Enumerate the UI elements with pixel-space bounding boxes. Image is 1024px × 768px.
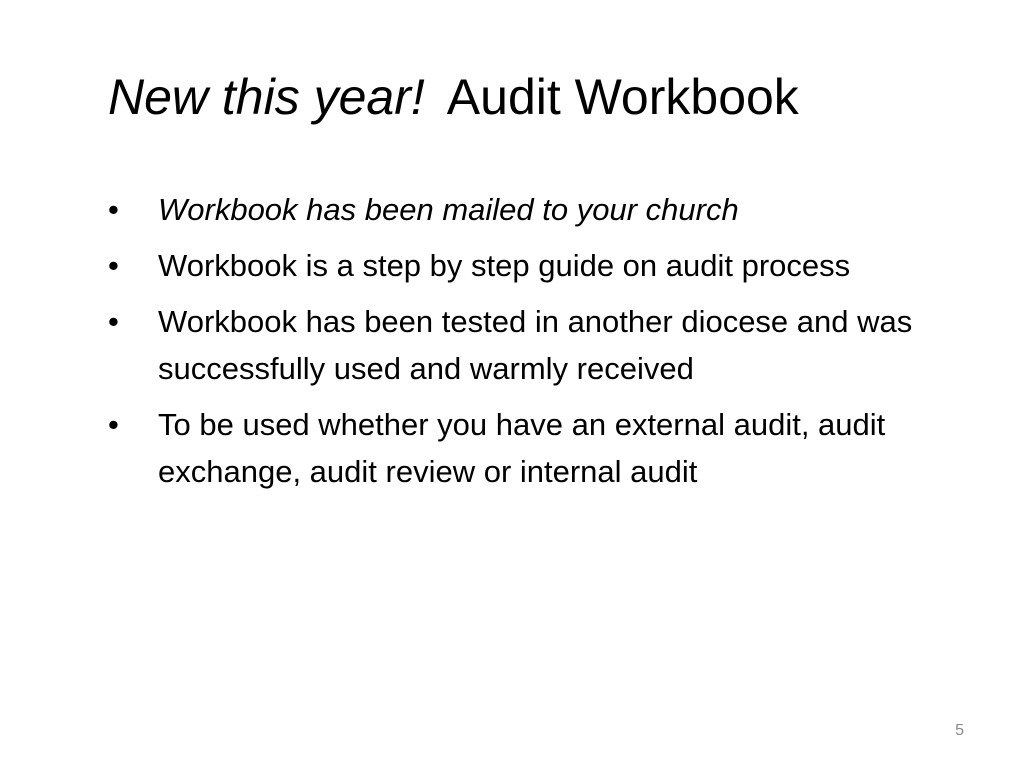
bullet-item-guide (108, 242, 938, 289)
bullet-text: Workbook has been tested in another diocese and was successfully used and warmly received (158, 304, 913, 386)
page-number: 5 (955, 722, 964, 739)
slide-title (108, 62, 799, 132)
bullet-list (108, 186, 938, 504)
title-main: Audit Workbook (446, 69, 799, 125)
bullet-item-usage (108, 401, 938, 495)
bullet-dot-icon: • (108, 407, 119, 442)
bullet-text: Workbook is a step by step guide on audit process (158, 248, 851, 283)
bullet-dot-icon: • (108, 304, 119, 339)
bullet-dot-icon: • (108, 248, 119, 283)
bullet-dot-icon: • (108, 192, 119, 227)
bullet-text: To be used whether you have an external audit, audit exchange, audit review or internal audit (158, 407, 886, 489)
bullet-item-tested (108, 298, 938, 392)
bullet-text: Workbook has been mailed to your church (158, 192, 739, 227)
bullet-item-mailed (108, 186, 938, 233)
title-emphasis: New this year! (108, 69, 425, 125)
